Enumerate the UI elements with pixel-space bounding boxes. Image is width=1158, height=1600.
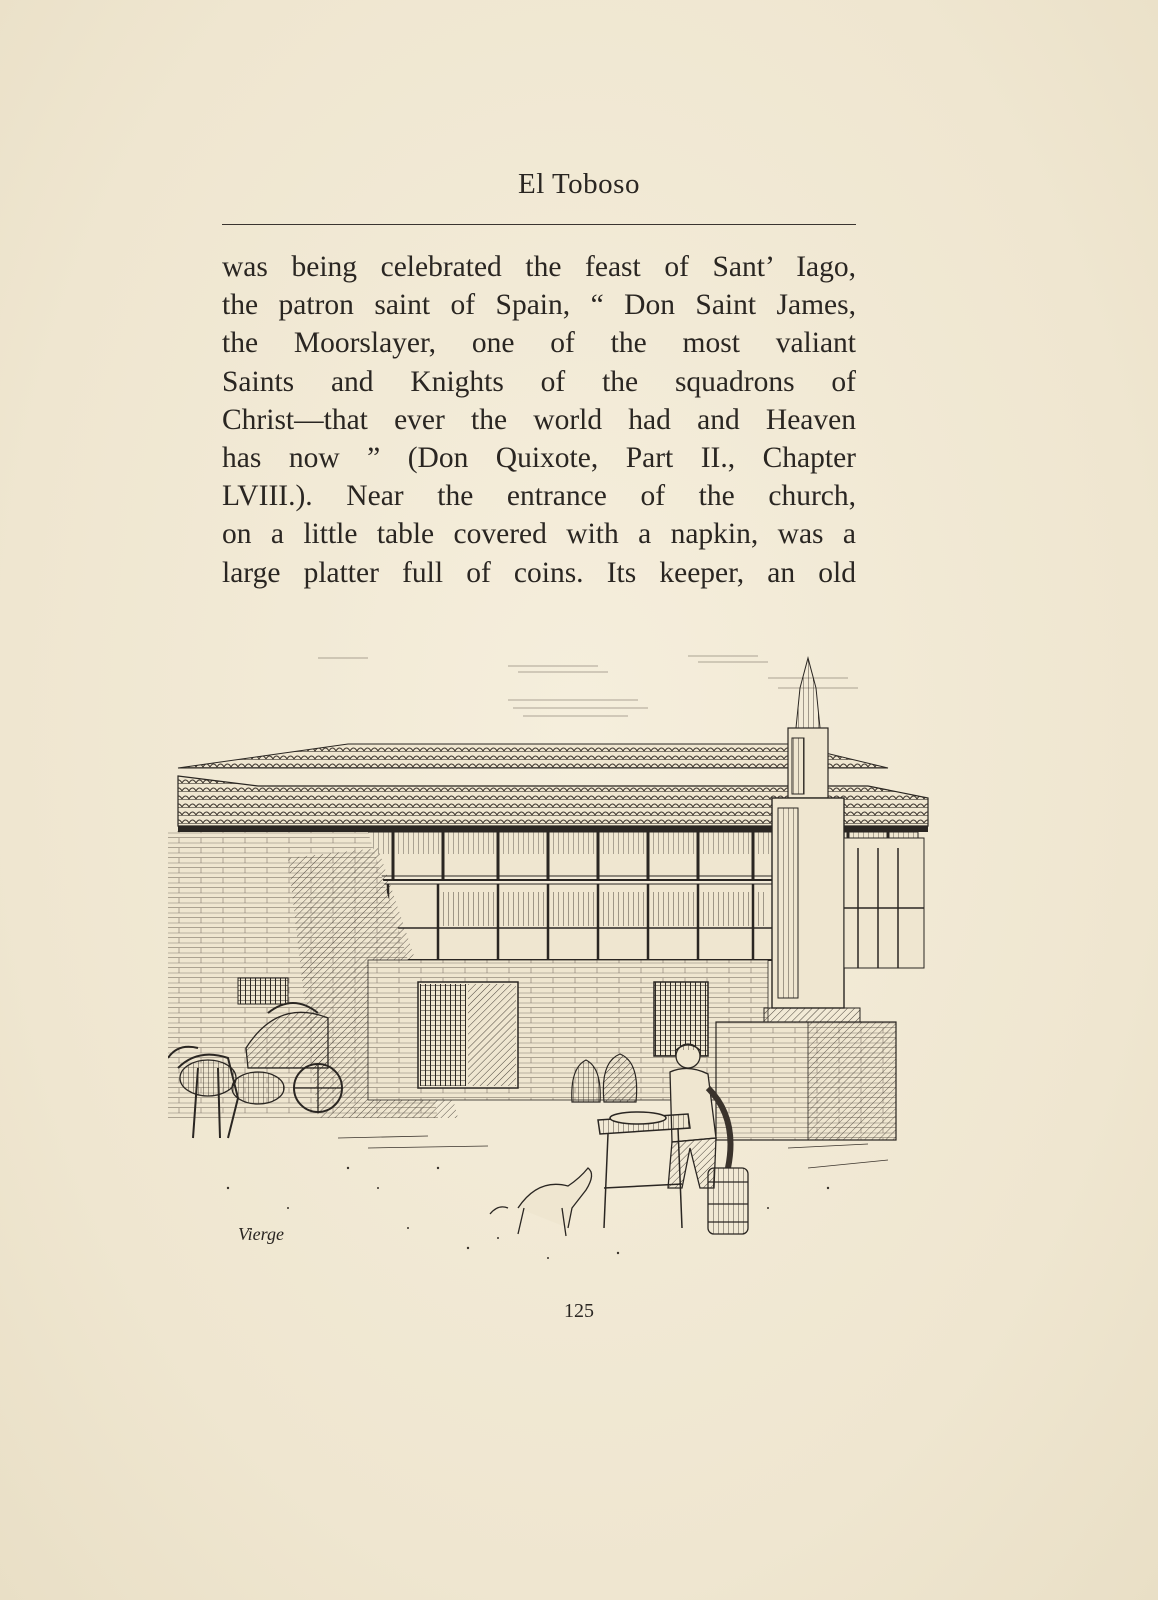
text-line: LVIII.). Near the entrance of the church, [222, 480, 856, 513]
text-line: the patron saint of Spain, “ Don Saint James, [222, 289, 856, 322]
barrel [708, 1168, 748, 1234]
text-line: large platter full of coins. Its keeper, an old [222, 556, 856, 589]
dog [490, 1168, 592, 1236]
text-line: has now ” (Don Quixote, Part II., Chapter [222, 441, 856, 474]
text-line: Christ—that ever the world had and Heaven [222, 403, 856, 436]
text-line: Saints and Knights of the squadrons of [222, 365, 856, 398]
header-rule [222, 224, 856, 225]
text-line: on a little table covered with a napkin, was a [222, 518, 856, 551]
page-number: 125 [564, 1300, 594, 1322]
text-line: the Moorslayer, one of the most valiant [222, 327, 856, 360]
courtyard-engraving [168, 648, 946, 1288]
artist-signature: Vierge [238, 1224, 284, 1244]
body-text [222, 248, 856, 592]
running-head: El Toboso [518, 168, 640, 200]
text-line: was being celebrated the feast of Sant’ Iago, [222, 251, 856, 283]
